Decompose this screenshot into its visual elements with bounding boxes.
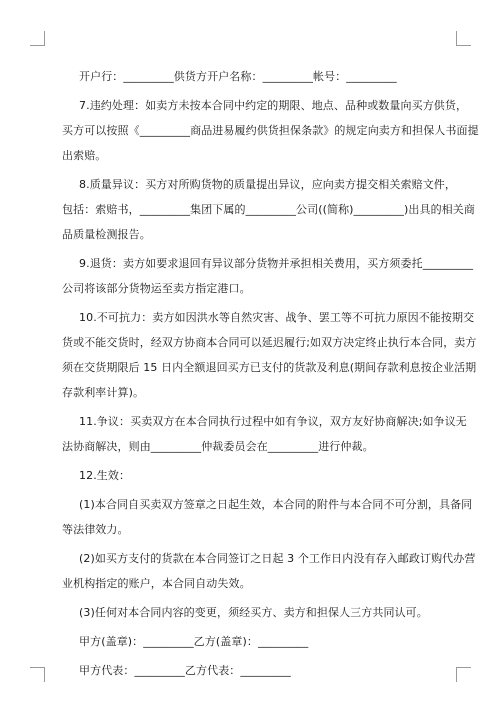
clause-8-line-1: 8.质量异议：买方对所购货物的质量提出异议，应向卖方提交相关索赔文件， — [79, 178, 456, 191]
clause-9-line-1: 9.退货：卖方如要求退回有异议部分货物并承担相关费用，买方须委托_________ — [79, 257, 474, 270]
clause-11-line-1: 11.争议：买卖双方在本合同执行过程中如有争议，双方友好协商解决;如争议无 — [79, 415, 467, 428]
clause-12-heading: 12.生效： — [79, 469, 131, 482]
clause-7-line-1: 7.违约处理：如卖方未按本合同中约定的期限、地点、品种或数量向买方供货， — [79, 99, 468, 112]
clause-12-item-2-line-1: (2)如买方支付的货款在本合同签订之日起 3 个工作日内没有存入邮政订购代办营 — [79, 552, 476, 565]
crop-mark-bottom-left — [30, 667, 45, 682]
clause-12-item-1-line-2: 等法律效力。 — [62, 523, 129, 536]
clause-12-item-3: (3)任何对本合同内容的变更，须经买方、卖方和担保人三方共同认可。 — [79, 606, 428, 619]
party-seal-line: 甲方(盖章)：_________乙方(盖章)：_________ — [79, 635, 309, 648]
clause-10-line-2: 货或不能交货时，经双方协商本合同可以延迟履行;如双方决定终止执行本合同，卖方 — [62, 336, 477, 349]
clause-9-line-2: 公司将该部分货物运至卖方指定港口。 — [62, 282, 251, 295]
clause-12-item-2-line-2: 业机构指定的账户，本合同自动失效。 — [62, 577, 251, 590]
clause-10-line-3: 须在交货期限后 15 日内全额退回买方已支付的货款及利息(期间存款利息按企业活期 — [62, 361, 477, 374]
clause-7-line-2: 买方可以按照《_________商品进易履约供货担保条款》的规定向卖方和担保人书面提 — [62, 124, 479, 137]
crop-mark-bottom-right — [456, 667, 471, 682]
clause-8-line-2: 包括：索赔书，_________集团下属的_________公司((简称)_________)出具的相关商 — [62, 203, 475, 216]
clause-7-line-3: 出索赔。 — [62, 149, 107, 162]
clause-12-item-1-line-1: (1)本合同自买卖双方签章之日起生效，本合同的附件与本合同不可分割，具备同 — [79, 498, 473, 511]
clause-10-line-1: 10.不可抗力：卖方如因洪水等自然灾害、战争、罢工等不可抗力原因不能按期交 — [79, 311, 475, 324]
clause-11-line-2: 法协商解决，则由_________仲裁委员会在_________进行仲裁。 — [62, 440, 374, 453]
crop-mark-top-right — [456, 31, 471, 46]
bank-account-line: 开户行：_________供货方开户名称：_________帐号：_________ — [79, 70, 397, 83]
clause-8-line-3: 品质量检测报告。 — [62, 228, 151, 241]
crop-mark-top-left — [30, 31, 45, 46]
clause-10-line-4: 存款利率计算)。 — [62, 386, 145, 399]
party-representative-line: 甲方代表：_________乙方代表：_________ — [79, 664, 291, 677]
